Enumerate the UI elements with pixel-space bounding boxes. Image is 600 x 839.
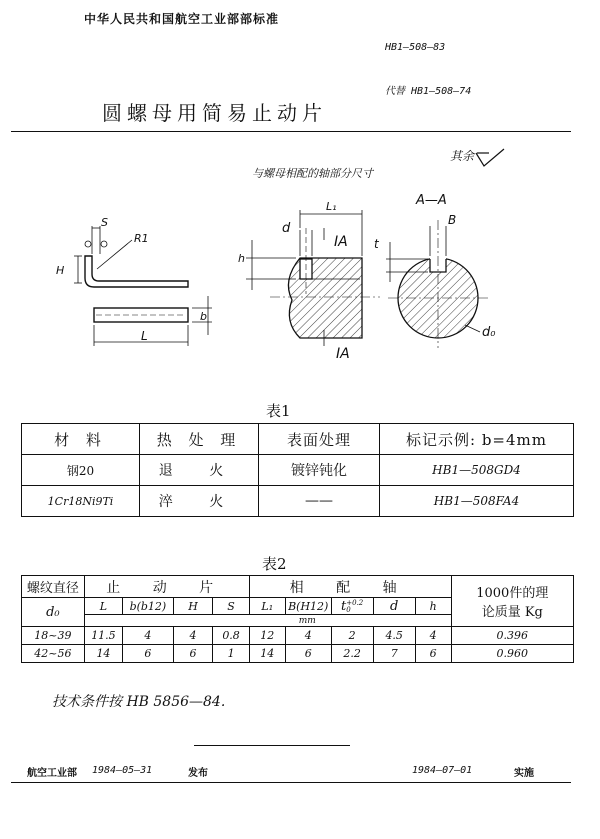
shaft-note: 与螺母相配的轴部分尺寸 <box>252 167 373 180</box>
footer-rule <box>11 782 571 783</box>
label-b-slot: B <box>448 213 457 227</box>
t2-h-thread: 螺纹直径 <box>22 576 85 598</box>
label-l1: L₁ <box>326 200 337 213</box>
table1-caption: 表1 <box>266 402 291 420</box>
t1-h-surface: 表面处理 <box>259 424 380 455</box>
table1 <box>21 423 574 517</box>
table2-unit-row: mm <box>22 615 574 627</box>
roughness-icon <box>474 148 508 170</box>
label-aa: A—A <box>416 193 447 208</box>
t1-h-marking: 标记示例: b=4mm <box>380 424 574 455</box>
label-ia-top: IA <box>334 234 348 250</box>
t2-h-mass: 1000件的理 论质量 Kg <box>451 576 573 627</box>
tab-side-view <box>74 226 188 287</box>
t2-h-t: t+0.2 0 <box>331 598 373 615</box>
t1-h-material: 材 料 <box>22 424 140 455</box>
table-row: 1Cr18Ni9Ti 淬 火 —— HB1—508FA4 <box>22 486 574 517</box>
label-l: L <box>141 329 148 343</box>
label-b: b <box>200 310 207 323</box>
label-s: S <box>101 216 108 229</box>
label-ia-bottom: IA <box>336 346 350 362</box>
t2-h-tab: 止 动 片 <box>84 576 249 598</box>
tab-top-view <box>94 296 212 346</box>
footer-issuer: 航空工业部 <box>27 768 77 779</box>
table2-header <box>22 576 574 598</box>
label-d0: d₀ <box>482 325 496 340</box>
t1-h-heat: 热 处 理 <box>140 424 259 455</box>
footer-issue-date: 1984—05—31 <box>92 765 153 776</box>
footer-impl-date: 1984—07—01 <box>412 765 473 776</box>
label-t: t <box>374 237 379 251</box>
page-title: 圆螺母用简易止动片 <box>102 101 327 125</box>
label-r1: R1 <box>134 232 149 245</box>
header-rule <box>11 131 571 132</box>
rest-note: 其余 <box>450 149 475 163</box>
table-row: 钢20 退 火 镀锌钝化 HB1—508GD4 <box>22 455 574 486</box>
table1-header <box>22 424 574 455</box>
label-h-shaft: h <box>238 252 245 265</box>
footer-impl-label: 实施 <box>514 768 534 779</box>
table-row: 18~39 11.5 4 4 0.8 12 4 2 4.5 4 0.396 <box>22 627 574 645</box>
technical-drawing <box>0 170 600 370</box>
label-d: d <box>282 221 291 236</box>
standard-code: HB1—508—83 <box>385 42 446 53</box>
table2 <box>21 575 574 663</box>
table2-subheader: d₀ L b(b12) H S L₁ B(H12) t+0.2 0 d h <box>22 598 574 615</box>
standard-org: 中华人民共和国航空工业部部标准 <box>84 12 280 26</box>
footer-short-rule <box>194 745 350 746</box>
table-row: 42~56 14 6 6 1 14 6 2.2 7 6 0.960 <box>22 645 574 663</box>
footer-issue-label: 发布 <box>188 768 208 779</box>
aa-cross-section <box>386 220 488 348</box>
label-h: H <box>56 264 65 277</box>
replaces-code: 代替 HB1—508—74 <box>385 86 472 97</box>
technical-note: 技术条件按 HB 5856—84. <box>52 694 226 710</box>
shaft-section-view <box>246 210 380 346</box>
table2-caption: 表2 <box>262 555 287 573</box>
t2-h-shaft: 相 配 轴 <box>249 576 451 598</box>
